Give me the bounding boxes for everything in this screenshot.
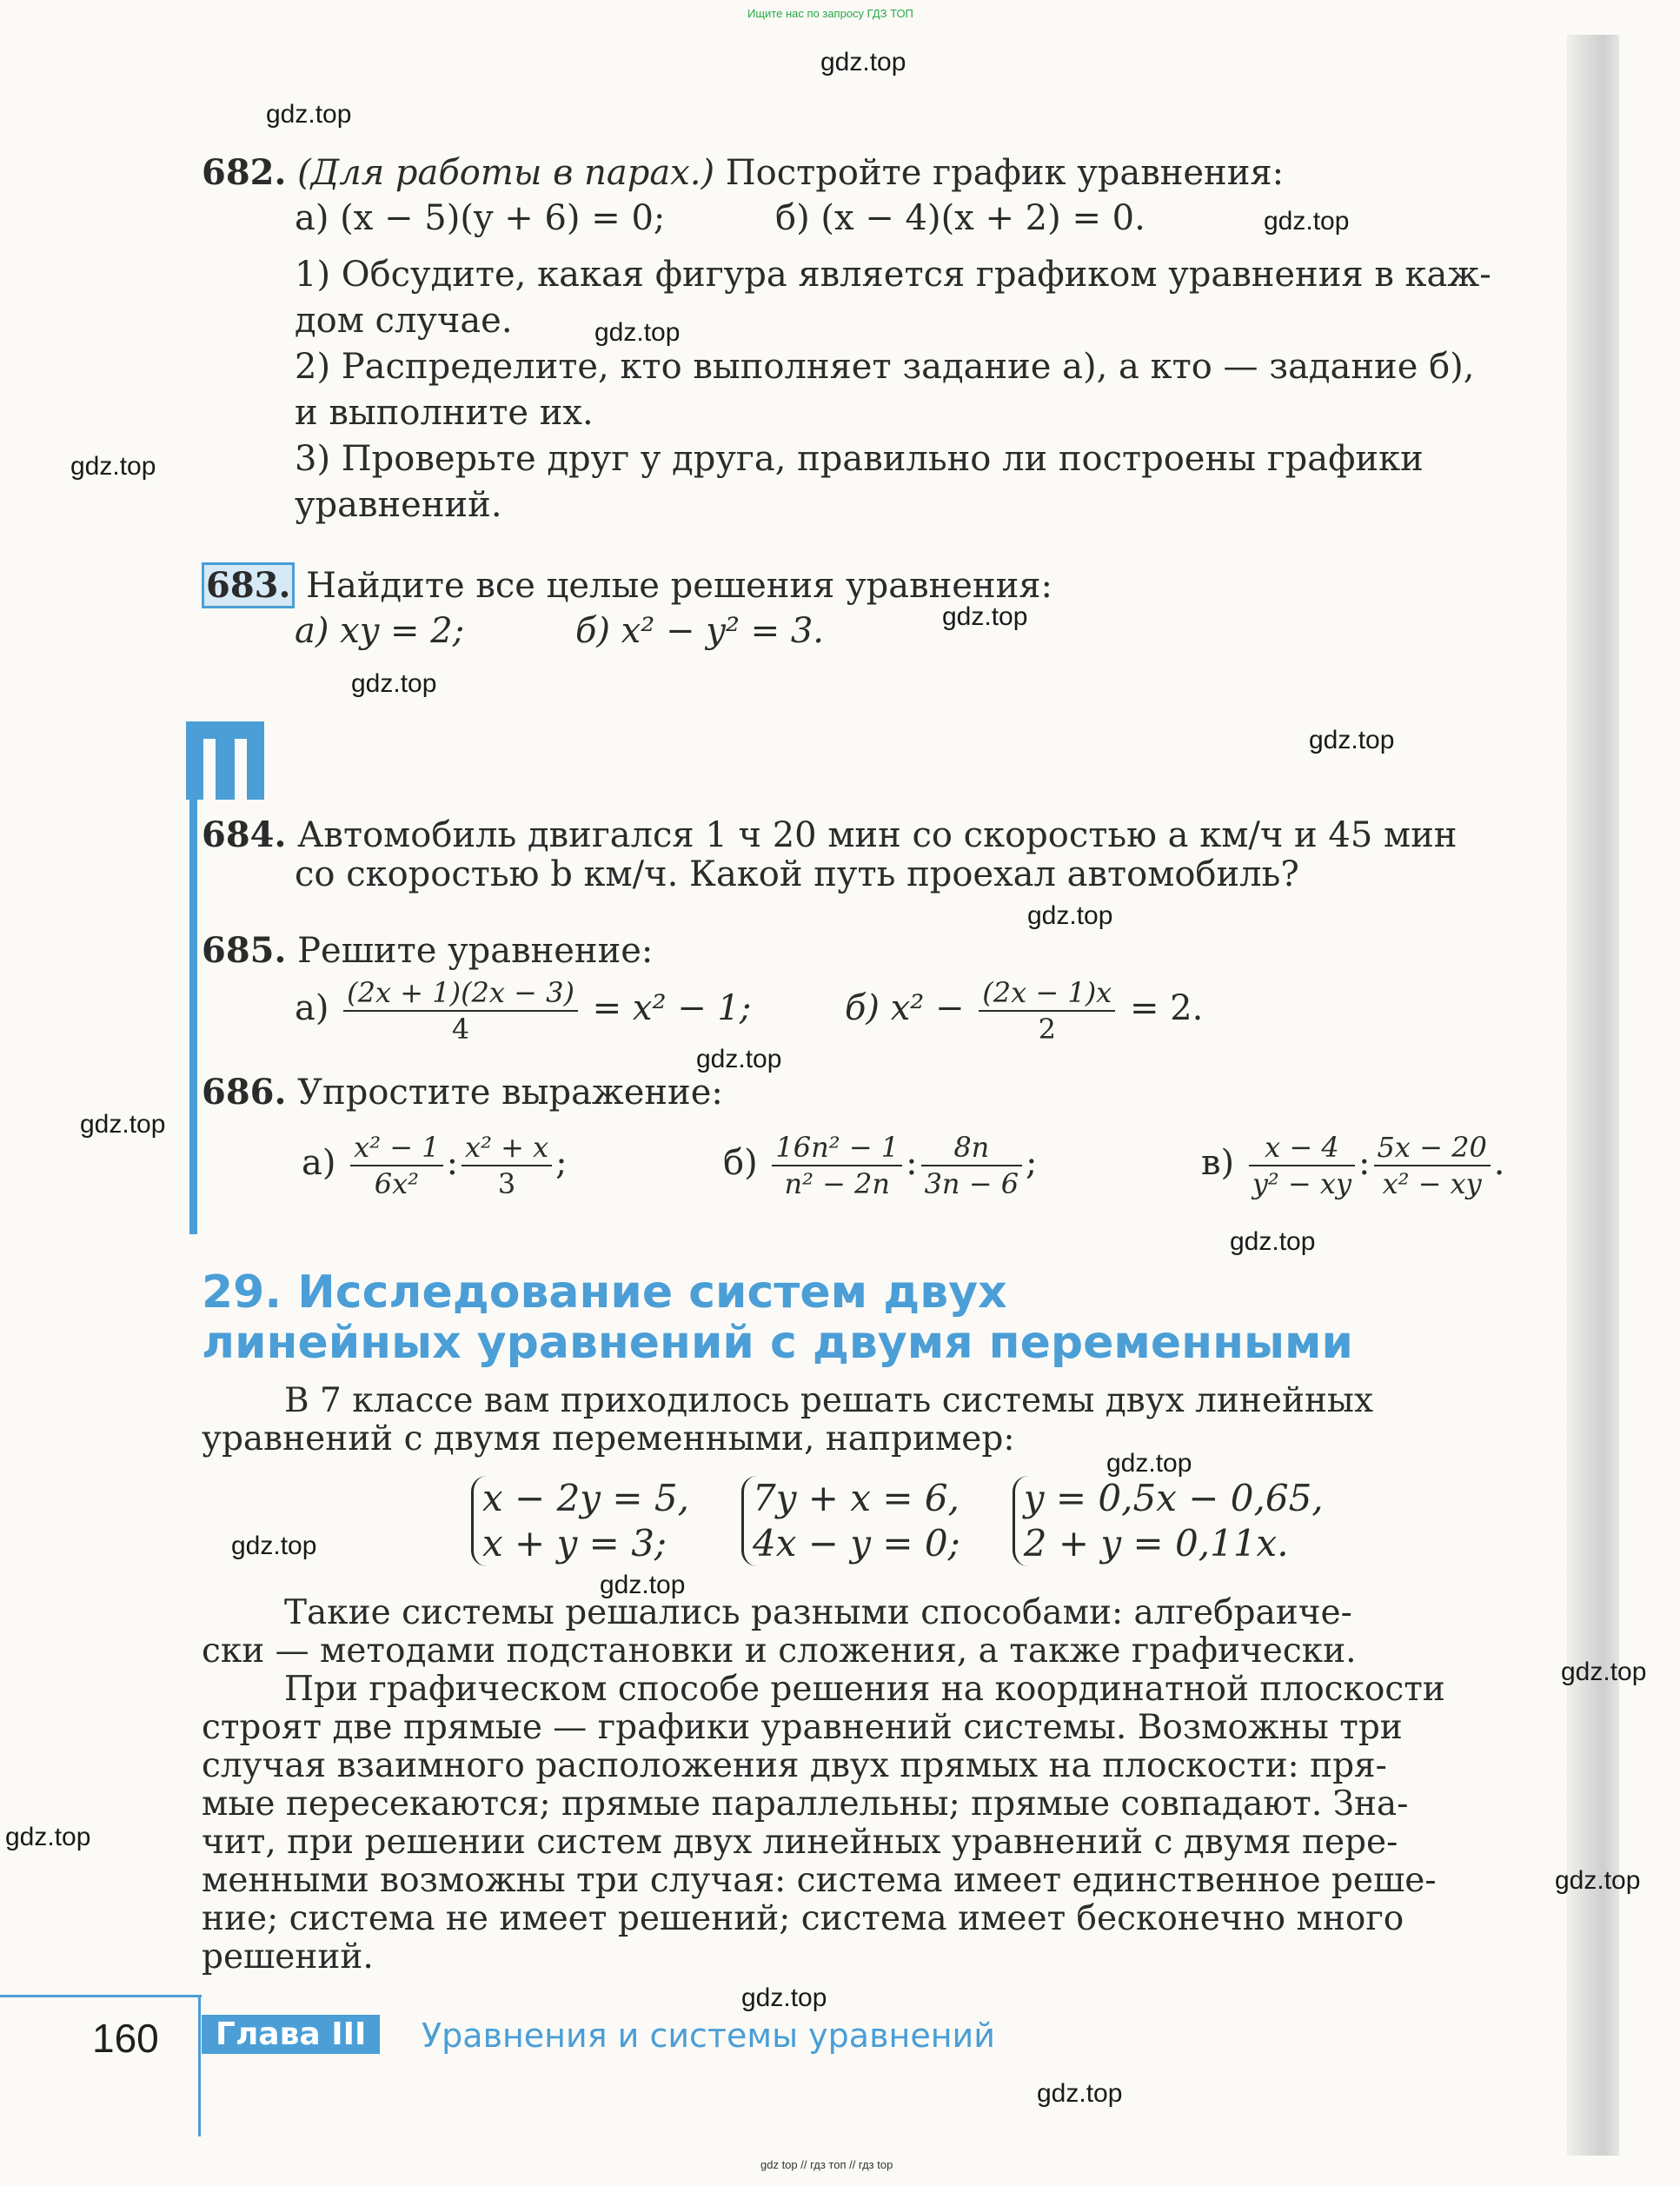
- exercise-number-highlighted: 683.: [202, 562, 295, 608]
- exercise-682-heading: [202, 149, 1531, 196]
- exercise-text: Автомобиль двигался 1 ч 20 мин со скоростью a км/ч и 45 мин: [297, 815, 1458, 855]
- example-systems: [471, 1476, 1514, 1566]
- item-label: а): [295, 988, 329, 1028]
- fraction: [350, 1130, 442, 1201]
- equation: y = 0,5x − 0,65,: [1023, 1477, 1324, 1519]
- fraction-denominator: n² − 2n: [784, 1167, 891, 1200]
- exercise-686-a: [302, 1130, 568, 1201]
- watermark: gdz.top: [1555, 1866, 1641, 1895]
- review-p-icon: [186, 721, 264, 800]
- paragraph-line: При графическом способе решения на координатной плоскости: [284, 1670, 1445, 1709]
- exercise-text: Упростите выражение:: [297, 1073, 723, 1113]
- system-of-equations: [1013, 1476, 1324, 1566]
- watermark: gdz.top: [696, 1045, 782, 1073]
- exercise-684-line2: со скоростью b км/ч. Какой путь проехал автомобиль?: [295, 854, 1299, 894]
- exercise-text: Решите уравнение:: [297, 931, 654, 971]
- paragraph-line: случая взаимного расположения двух прямых на плоскости: пря-: [202, 1746, 1387, 1785]
- watermark: gdz.top: [231, 1532, 317, 1560]
- item-label: а): [302, 1143, 336, 1183]
- watermark: gdz.top: [80, 1110, 166, 1139]
- paragraph-line: Такие системы решались разными способами: алгебраиче-: [284, 1593, 1352, 1632]
- item-label: в): [1201, 1143, 1235, 1183]
- watermark: gdz.top: [1309, 726, 1395, 754]
- fraction: [979, 975, 1115, 1046]
- top-note: Ищите нас по запросу ГДЗ ТОП: [747, 7, 913, 20]
- fraction-numerator: 8n: [921, 1130, 1022, 1166]
- paragraph-line: мые пересекаются; прямые параллельны; прямые совпадают. Зна-: [202, 1784, 1409, 1824]
- exercise-682-step3: 3) Проверьте друг у друга, правильно ли построены графики: [295, 439, 1424, 479]
- system-of-equations: [741, 1476, 960, 1566]
- separator: .: [1493, 1143, 1505, 1183]
- system-of-equations: [471, 1476, 689, 1566]
- section-title: [202, 1267, 1592, 1368]
- fraction-numerator: (2x − 1)x: [979, 975, 1115, 1012]
- fraction-numerator: 16n² − 1: [772, 1130, 902, 1166]
- page-number: 160: [92, 2016, 159, 2061]
- watermark: gdz.top: [1106, 1449, 1192, 1478]
- fraction-denominator: 3: [497, 1167, 516, 1200]
- watermark: gdz.top: [600, 1571, 686, 1599]
- exercise-686-c: [1201, 1130, 1505, 1201]
- fraction-denominator: y² − xy: [1252, 1167, 1352, 1200]
- equation: 2 + y = 0,11x.: [1023, 1522, 1289, 1565]
- bottom-note: gdz top // гдз топ // гдз top: [760, 2158, 893, 2171]
- exercise-685-heading: [202, 927, 1531, 974]
- exercise-686-heading: [202, 1069, 1531, 1116]
- fraction-denominator: 2: [1038, 1013, 1056, 1046]
- equation-rest: = 2.: [1129, 988, 1204, 1028]
- fraction-numerator: x² + x: [462, 1130, 552, 1166]
- watermark: gdz.top: [820, 48, 906, 76]
- watermark: gdz.top: [70, 452, 156, 481]
- section-title-line: 29. Исследование систем двух: [202, 1266, 1007, 1319]
- fraction-numerator: (2x + 1)(2x − 3): [343, 975, 578, 1012]
- exercise-682-step2-cont: и выполните их.: [295, 393, 594, 433]
- fraction: [1374, 1130, 1491, 1201]
- fraction-denominator: 6x²: [374, 1167, 419, 1200]
- equation: x − 2y = 5,: [482, 1477, 689, 1519]
- watermark: gdz.top: [1027, 901, 1113, 930]
- exercise-number: 686.: [202, 1072, 287, 1113]
- watermark: gdz.top: [1561, 1658, 1647, 1686]
- exercise-685-b: [845, 975, 1203, 1046]
- footer-rule: [0, 1995, 202, 1997]
- fraction-denominator: x² − xy: [1382, 1167, 1482, 1200]
- paragraph-line: ние; система не имеет решений; система имеет бесконечно много: [202, 1899, 1404, 1938]
- exercise-text: Найдите все целые решения уравнения:: [306, 566, 1052, 606]
- exercise-685-a: [295, 975, 751, 1046]
- equation-rest: = x² − 1;: [592, 988, 752, 1028]
- paragraph-line: В 7 классе вам приходилось решать системы двух линейных: [284, 1381, 1373, 1420]
- paragraph-line: менными возможны три случая: система имеет единственное реше-: [202, 1861, 1437, 1900]
- paragraph-line: ски — методами подстановки и сложения, а также графически.: [202, 1631, 1357, 1671]
- item-label: б): [723, 1143, 758, 1183]
- exercise-number: 684.: [202, 814, 287, 855]
- watermark: gdz.top: [266, 100, 352, 129]
- item-label: б) x² −: [845, 988, 965, 1028]
- division-sign: :: [446, 1143, 459, 1183]
- fraction-denominator: 3n − 6: [924, 1167, 1019, 1200]
- exercise-682-a: а) (x − 5)(y + 6) = 0;: [295, 198, 666, 238]
- watermark: gdz.top: [594, 318, 681, 347]
- separator: ;: [1026, 1143, 1038, 1183]
- watermark: gdz.top: [1230, 1227, 1316, 1256]
- exercise-682-b: б) (x − 4)(x + 2) = 0.: [775, 198, 1145, 238]
- exercise-note: (Для работы в парах.): [297, 153, 715, 193]
- watermark: gdz.top: [942, 602, 1028, 631]
- exercise-text: Постройте график уравнения:: [725, 153, 1285, 193]
- separator: ;: [555, 1143, 568, 1183]
- fraction-numerator: 5x − 20: [1374, 1130, 1491, 1166]
- exercise-682-step2: 2) Распределите, кто выполняет задание а), а кто — задание б),: [295, 347, 1475, 387]
- fraction-denominator: 4: [451, 1013, 470, 1046]
- watermark: gdz.top: [1037, 2079, 1123, 2108]
- fraction: [1249, 1130, 1355, 1201]
- watermark: gdz.top: [741, 1983, 827, 2012]
- exercise-682-step1-cont: дом случае.: [295, 301, 513, 341]
- chapter-tag: Глава III: [202, 2015, 380, 2054]
- equation: x + y = 3;: [482, 1522, 667, 1565]
- watermark: gdz.top: [5, 1823, 91, 1851]
- paragraph-line: уравнений с двумя переменными, например:: [202, 1419, 1015, 1458]
- footer-divider: [198, 1997, 201, 2136]
- fraction: [343, 975, 578, 1046]
- watermark: gdz.top: [1264, 207, 1350, 236]
- exercise-number: 685.: [202, 930, 287, 971]
- division-sign: :: [906, 1143, 918, 1183]
- exercise-683-heading: [202, 562, 1531, 609]
- page-fold-shadow: [1567, 35, 1619, 2156]
- fraction: [462, 1130, 552, 1201]
- chapter-name: Уравнения и системы уравнений: [422, 2017, 995, 2055]
- fraction: [921, 1130, 1022, 1201]
- paragraph-line: чит, при решении систем двух линейных уравнений с двумя пере-: [202, 1823, 1398, 1862]
- exercise-682-step1: 1) Обсудите, какая фигура является графиком уравнения в каж-: [295, 255, 1491, 295]
- exercise-683-a: а) xy = 2;: [295, 611, 465, 651]
- division-sign: :: [1358, 1143, 1371, 1183]
- watermark: gdz.top: [351, 669, 437, 698]
- fraction-numerator: x − 4: [1249, 1130, 1355, 1166]
- fraction-numerator: x² − 1: [350, 1130, 442, 1166]
- paragraph-line: строят две прямые — графики уравнений системы. Возможны три: [202, 1708, 1403, 1747]
- section-title-line: линейных уравнений с двумя переменными: [202, 1317, 1353, 1369]
- exercise-686-b: [723, 1130, 1038, 1201]
- fraction: [772, 1130, 902, 1201]
- equation: 4x − y = 0;: [753, 1522, 960, 1565]
- exercise-682-step3-cont: уравнений.: [295, 485, 502, 525]
- equation: 7y + x = 6,: [753, 1477, 960, 1519]
- exercise-number: 682.: [202, 152, 287, 193]
- paragraph-line: решений.: [202, 1937, 374, 1977]
- exercise-683-b: б) x² − y² = 3.: [575, 611, 825, 651]
